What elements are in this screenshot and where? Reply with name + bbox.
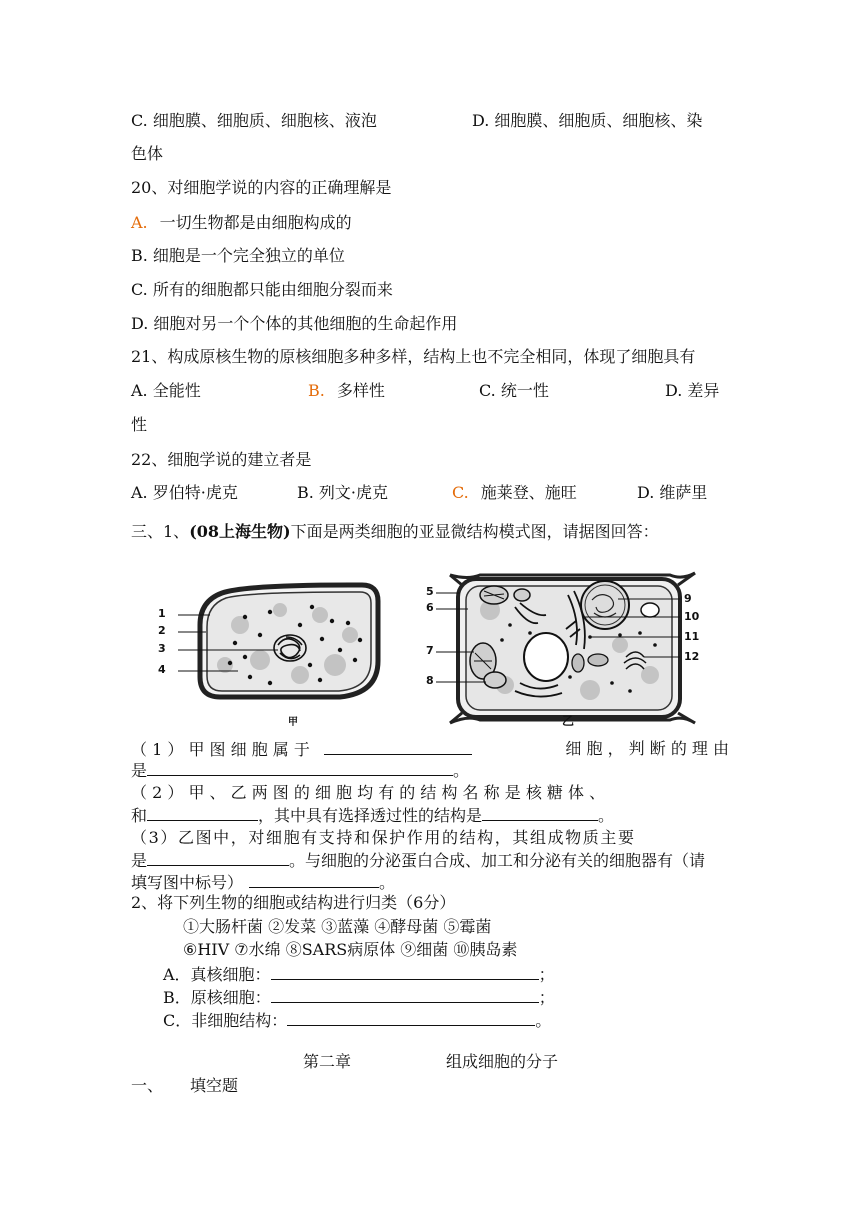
q2-category-a-end: ； bbox=[538, 965, 555, 984]
q20-option-d: D. 细胞对另一个个体的其他细胞的生命起作用 bbox=[131, 314, 458, 333]
q22-option-b: B. 列文·虎克 bbox=[297, 483, 389, 502]
q2-category-c-label: C．非细胞结构： bbox=[163, 1011, 288, 1030]
q21-option-d: D. 差异 bbox=[665, 381, 720, 400]
s3-q1-text-c: 是 bbox=[131, 761, 148, 780]
chapter-title: 组成细胞的分子 bbox=[446, 1052, 559, 1071]
s3-q3-end: 。 bbox=[379, 873, 396, 892]
section3-heading bbox=[131, 521, 659, 543]
figure-label-7: 7 bbox=[426, 644, 434, 657]
s3-q1-blank-reason[interactable] bbox=[147, 759, 453, 776]
s3-q1-blank-type[interactable] bbox=[324, 738, 472, 755]
s3-q2-blank-selective[interactable] bbox=[482, 804, 598, 821]
q20-option-a-text: 一切生物都是由细胞构成的 bbox=[159, 213, 352, 232]
q2-list-2: ⑥HIV ⑦水绵 ⑧SARS病原体 ⑨细菌 ⑩胰岛素 bbox=[183, 940, 518, 959]
q21-option-a: A. 全能性 bbox=[131, 381, 201, 400]
q2-category-c-end: 。 bbox=[535, 1011, 552, 1030]
s3-q3-line3 bbox=[131, 871, 395, 894]
q20-option-a bbox=[131, 212, 352, 234]
s3-q3-text-d: 填写图中标号） bbox=[131, 873, 244, 892]
q20-stem: 20、对细胞学说的内容的正确理解是 bbox=[131, 178, 392, 197]
s3-q2-line2 bbox=[131, 804, 614, 827]
q21-option-b-text: 多样性 bbox=[336, 381, 385, 400]
s3-q2-text-b: 和 bbox=[131, 806, 148, 825]
q20-option-b: B. 细胞是一个完全独立的单位 bbox=[131, 246, 345, 265]
q2-blank-noncellular[interactable] bbox=[287, 1009, 535, 1026]
q2-category-a bbox=[163, 963, 555, 986]
s3-q2-line1: （ 2 ） 甲 、 乙 两 图 的 细 胞 均 有 的 结 构 名 称 是 核 糖 体 、 bbox=[131, 783, 606, 802]
q2-blank-eukaryotic[interactable] bbox=[271, 963, 539, 980]
s3-q1-text-b: 细 胞 ， 判 断 的 理 由 bbox=[565, 739, 729, 758]
q20-option-c: C. 所有的细胞都只能由细胞分裂而来 bbox=[131, 280, 393, 299]
q21-option-d-continued: 性 bbox=[131, 415, 148, 434]
figure-label-4: 4 bbox=[158, 663, 166, 676]
q19-option-d-continued: 色体 bbox=[131, 144, 164, 163]
figure-label-2: 2 bbox=[158, 624, 166, 637]
s3-q2-end: 。 bbox=[598, 806, 615, 825]
q22-option-c bbox=[452, 482, 577, 504]
figure-label-12: 12 bbox=[684, 650, 700, 663]
q2-category-c bbox=[163, 1009, 551, 1032]
s3-q3-text-c: 。与细胞的分泌蛋白合成、加工和分泌有关的细胞器有（请 bbox=[289, 851, 706, 870]
prokaryotic-cell-drawing bbox=[178, 585, 378, 697]
figure-label-1: 1 bbox=[158, 607, 166, 620]
q21-option-c: C. 统一性 bbox=[479, 381, 549, 400]
section3-heading-text: 下面是两类细胞的亚显微结构模式图，请据图回答： bbox=[290, 522, 659, 541]
figure-label-10: 10 bbox=[684, 610, 700, 623]
q22-option-c-letter: C. bbox=[452, 483, 469, 502]
q22-stem: 22、细胞学说的建立者是 bbox=[131, 450, 312, 469]
s3-q1-text-a: （ 1 ） 甲 图 细 胞 属 于 bbox=[131, 740, 310, 759]
q22-option-c-text: 施莱登、施旺 bbox=[480, 483, 577, 502]
section3-heading-prefix: 三、1、 bbox=[131, 522, 190, 541]
s3-q1-line1 bbox=[131, 738, 729, 761]
q21-option-b-letter: B. bbox=[308, 381, 325, 400]
cell-diagram-figure bbox=[150, 565, 710, 730]
q2-category-a-label: A．真核细胞： bbox=[163, 965, 271, 984]
q19-option-d: D. 细胞膜、细胞质、细胞核、染 bbox=[472, 111, 703, 130]
q20-option-a-letter: A. bbox=[131, 213, 148, 232]
figure-caption-right: 乙 bbox=[562, 714, 575, 728]
q2-category-b-label: B．原核细胞： bbox=[163, 988, 271, 1007]
q2-stem: 2、将下列生物的细胞或结构进行归类（6分） bbox=[131, 893, 456, 912]
section3-heading-source: (08上海生物) bbox=[189, 522, 291, 541]
plant-cell-drawing bbox=[436, 573, 695, 723]
figure-label-5: 5 bbox=[426, 585, 434, 598]
q22-option-a: A. 罗伯特·虎克 bbox=[131, 483, 238, 502]
section-title: 填空题 bbox=[190, 1076, 239, 1095]
figure-label-11: 11 bbox=[684, 630, 700, 643]
q21-option-b bbox=[308, 380, 385, 402]
section-number: 一、 bbox=[131, 1076, 164, 1095]
figure-label-3: 3 bbox=[158, 642, 166, 655]
s3-q3-blank-organelles[interactable] bbox=[249, 871, 379, 888]
q2-list-1: ①大肠杆菌 ②发菜 ③蓝藻 ④酵母菌 ⑤霉菌 bbox=[183, 917, 492, 936]
s3-q2-blank-structure[interactable] bbox=[147, 804, 258, 821]
chapter-number: 第二章 bbox=[303, 1052, 352, 1071]
s3-q1-end: 。 bbox=[453, 761, 470, 780]
q19-option-c: C. 细胞膜、细胞质、细胞核、液泡 bbox=[131, 111, 377, 130]
figure-label-6: 6 bbox=[426, 601, 434, 614]
figure-caption-left: 甲 bbox=[288, 717, 298, 728]
q2-category-b bbox=[163, 986, 555, 1009]
q2-category-b-end: ； bbox=[538, 988, 555, 1007]
s3-q3-line2 bbox=[131, 849, 705, 872]
s3-q2-text-c: ，其中具有选择透过性的结构是 bbox=[258, 806, 483, 825]
q21-stem: 21、构成原核生物的原核细胞多种多样，结构上也不完全相同，体现了细胞具有 bbox=[131, 347, 696, 366]
figure-label-9: 9 bbox=[684, 592, 692, 605]
q22-option-d: D. 维萨里 bbox=[637, 483, 708, 502]
s3-q3-line1: （3）乙图中，对细胞有支持和保护作用的结构，其组成物质主要 bbox=[131, 828, 636, 847]
q2-blank-prokaryotic[interactable] bbox=[271, 986, 539, 1003]
s3-q3-blank-material[interactable] bbox=[147, 849, 289, 866]
s3-q1-line2 bbox=[131, 759, 469, 782]
figure-label-8: 8 bbox=[426, 674, 434, 687]
s3-q3-text-b: 是 bbox=[131, 851, 148, 870]
